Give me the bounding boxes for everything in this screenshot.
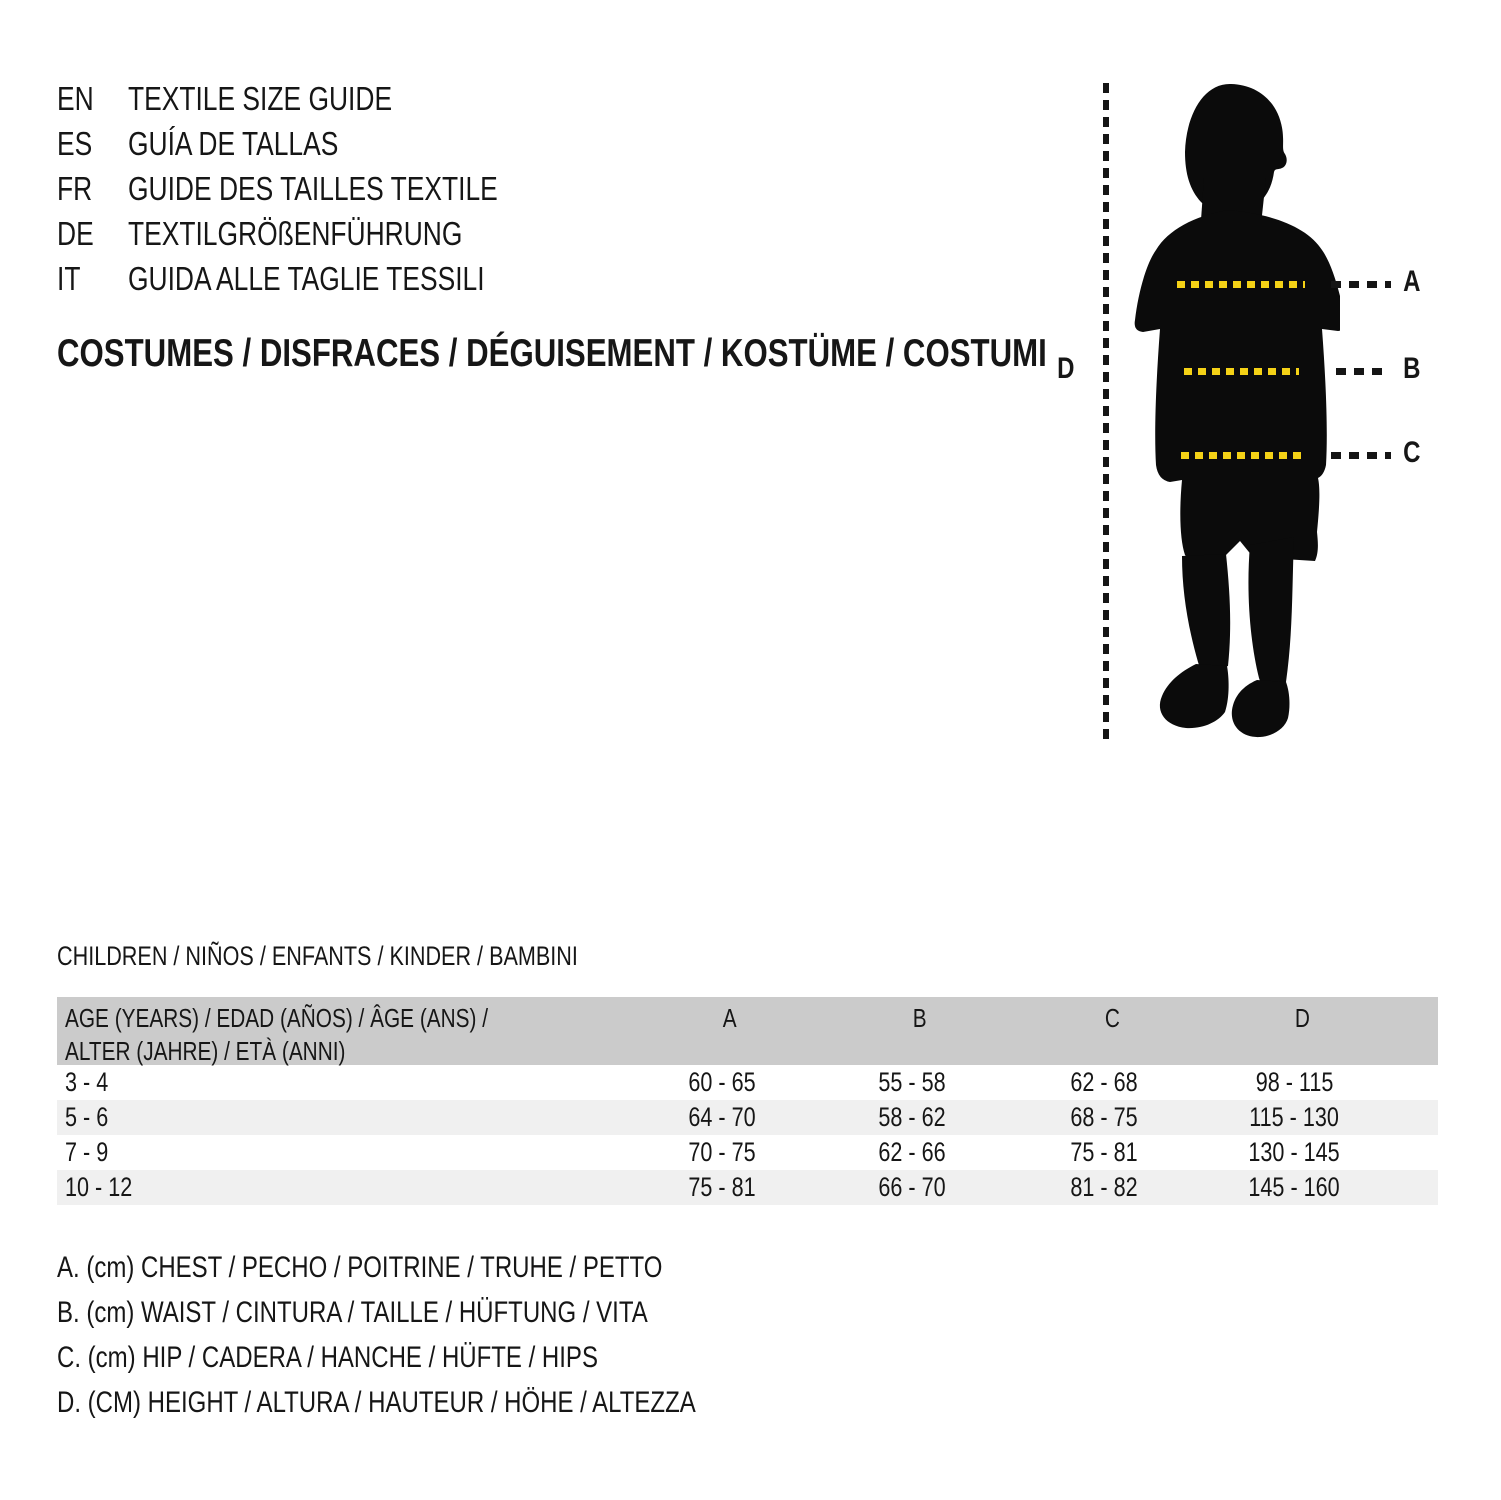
category-title-text: COSTUMES / DISFRACES / DÉGUISEMENT / KOSTÜME / COSTUMI: [57, 332, 1047, 375]
chest-guide-dash: [1331, 281, 1391, 288]
height-value: 145 - 160: [1248, 1172, 1341, 1202]
chest-cell: [627, 1067, 817, 1098]
legend-item-waist: [57, 1290, 855, 1335]
age-header-line1: AGE (YEARS) / EDAD (AÑOS) / ÂGE (ANS) /: [65, 1003, 488, 1033]
chest-cell: [627, 1137, 817, 1168]
age-value: 5 - 6: [65, 1102, 109, 1132]
height-cell: [1202, 1067, 1387, 1098]
chest-value: 64 - 70: [688, 1102, 756, 1132]
language-list: [57, 76, 590, 301]
hip-measure-dash: [1181, 452, 1304, 459]
hip-value: 81 - 82: [1070, 1172, 1139, 1202]
chest-value: 75 - 81: [688, 1172, 756, 1202]
hip-value: 75 - 81: [1070, 1137, 1139, 1167]
label-hip: [1392, 436, 1432, 470]
language-row-en: [57, 76, 590, 121]
table-row: [57, 1135, 1438, 1170]
waist-cell: [817, 1067, 1007, 1098]
age-value: 7 - 9: [65, 1137, 109, 1167]
chest-value: 70 - 75: [688, 1137, 756, 1167]
waist-value: 62 - 66: [878, 1137, 946, 1167]
age-value: 3 - 4: [65, 1067, 109, 1097]
language-code-text: DE: [57, 214, 94, 252]
language-title: GUIDA ALLE TAGLIE TESSILI: [128, 259, 485, 297]
child-silhouette: [1128, 82, 1340, 745]
language-row-de: [57, 211, 590, 256]
height-value: 130 - 145: [1248, 1137, 1341, 1167]
waist-cell: [817, 1137, 1007, 1168]
waist-value: 66 - 70: [878, 1172, 946, 1202]
language-title: GUIDE DES TAILLES TEXTILE: [128, 169, 498, 207]
column-header-c: [1015, 1002, 1210, 1035]
legend-item-hip: [57, 1335, 855, 1380]
height-value: 115 - 130: [1249, 1102, 1340, 1132]
column-header-b: [825, 1002, 1015, 1035]
label-hip-text: C: [1403, 436, 1421, 469]
children-section-title: [57, 941, 708, 972]
language-code-text: IT: [57, 259, 81, 297]
waist-cell: [817, 1102, 1007, 1133]
language-code: [57, 170, 128, 208]
column-header-a: [635, 1002, 825, 1035]
age-value: 10 - 12: [65, 1172, 133, 1202]
language-code: [57, 125, 128, 163]
table-row: [57, 1065, 1438, 1100]
height-cell: [1202, 1102, 1387, 1133]
language-code-text: FR: [57, 169, 93, 207]
column-header-c-text: C: [1104, 1003, 1121, 1033]
waist-cell: [817, 1172, 1007, 1203]
measurement-legend: [57, 1245, 855, 1425]
children-section-title-text: CHILDREN / NIÑOS / ENFANTS / KINDER / BAMBINI: [57, 941, 578, 971]
language-title: GUÍA DE TALLAS: [128, 124, 339, 162]
label-height-text: D: [1057, 352, 1075, 385]
label-waist-text: B: [1403, 352, 1421, 385]
size-table: [57, 997, 1438, 1205]
hip-cell: [1007, 1137, 1202, 1168]
label-chest-text: A: [1403, 265, 1421, 298]
size-table-body: [57, 1065, 1438, 1205]
hip-cell: [1007, 1172, 1202, 1203]
language-title: TEXTILE SIZE GUIDE: [128, 79, 393, 117]
column-header-d: [1210, 1002, 1395, 1035]
hip-cell: [1007, 1067, 1202, 1098]
hip-guide-dash: [1331, 452, 1391, 459]
table-row: [57, 1100, 1438, 1135]
age-cell: [57, 1067, 627, 1098]
legend-item-height-text: D. (CM) HEIGHT / ALTURA / HAUTEUR / HÖHE / ALTEZZA: [57, 1385, 696, 1419]
height-cell: [1202, 1172, 1387, 1203]
language-code: [57, 260, 128, 298]
height-value: 98 - 115: [1255, 1067, 1334, 1097]
label-chest: [1392, 265, 1432, 299]
language-code-text: EN: [57, 79, 94, 117]
legend-item-height: [57, 1380, 855, 1425]
table-row: [57, 1170, 1438, 1205]
language-code: [57, 80, 128, 118]
language-row-es: [57, 121, 590, 166]
label-waist: [1392, 352, 1432, 386]
language-row-fr: [57, 166, 590, 211]
column-header-d-text: D: [1294, 1003, 1311, 1033]
waist-value: 55 - 58: [878, 1067, 946, 1097]
hip-cell: [1007, 1102, 1202, 1133]
column-header-a-text: A: [723, 1003, 737, 1033]
size-table-header: [57, 997, 1438, 1065]
legend-item-chest: [57, 1245, 855, 1290]
legend-item-hip-text: C. (cm) HIP / CADERA / HANCHE / HÜFTE / HIPS: [57, 1340, 598, 1374]
waist-guide-dash: [1336, 368, 1388, 375]
column-header-b-text: B: [913, 1003, 927, 1033]
language-code-text: ES: [57, 124, 93, 162]
age-cell: [57, 1102, 627, 1133]
age-cell: [57, 1137, 627, 1168]
hip-value: 68 - 75: [1070, 1102, 1139, 1132]
height-cell: [1202, 1137, 1387, 1168]
age-cell: [57, 1172, 627, 1203]
waist-measure-dash: [1184, 368, 1299, 375]
legend-item-waist-text: B. (cm) WAIST / CINTURA / TAILLE / HÜFTUNG / VITA: [57, 1295, 648, 1329]
waist-value: 58 - 62: [878, 1102, 946, 1132]
chest-measure-dash: [1177, 281, 1305, 288]
label-height: [1046, 352, 1086, 386]
legend-item-chest-text: A. (cm) CHEST / PECHO / POITRINE / TRUHE / PETTO: [57, 1250, 663, 1284]
age-header-line2: ALTER (JAHRE) / ETÀ (ANNI): [65, 1036, 346, 1066]
language-title: TEXTILGRÖßENFÜHRUNG: [128, 214, 463, 252]
height-guide-dashed-line: [1103, 83, 1109, 740]
language-code: [57, 215, 128, 253]
chest-cell: [627, 1102, 817, 1133]
chest-cell: [627, 1172, 817, 1203]
hip-value: 62 - 68: [1070, 1067, 1139, 1097]
language-row-it: [57, 256, 590, 301]
age-header-cell: [65, 1002, 635, 1068]
chest-value: 60 - 65: [688, 1067, 756, 1097]
